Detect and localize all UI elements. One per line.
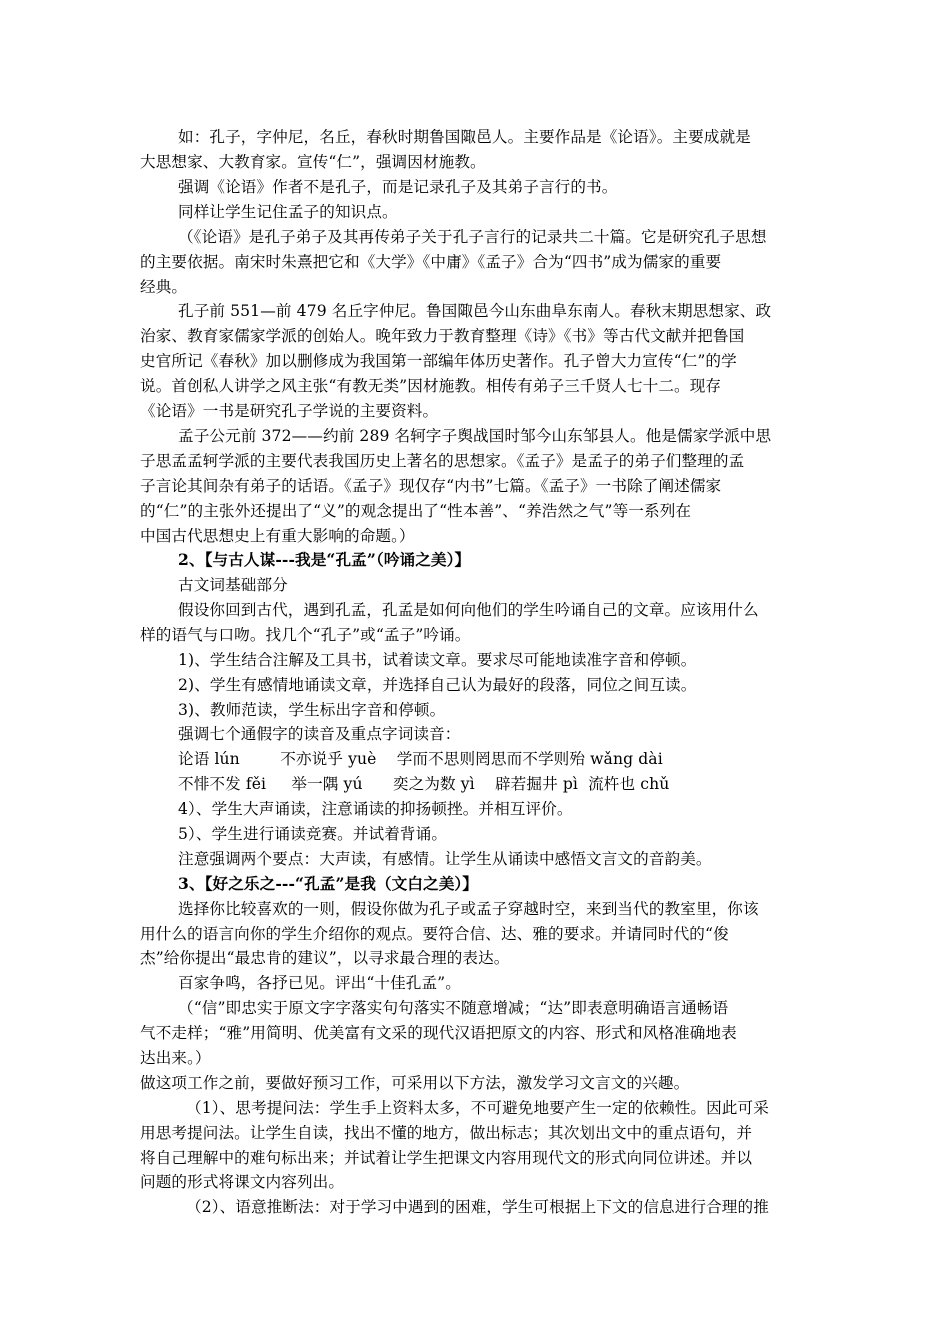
text-line: （1）、思考提问法：学生手上资料太多，不可避免地要产生一定的依赖性。因此可采 (186, 1099, 769, 1117)
section-heading: 3、【好之乐之---“孔孟”是我（文白之美）】 (178, 874, 478, 893)
text-line: 百家争鸣，各抒已见。评出“十佳孔孟”。 (178, 974, 461, 992)
text-line: 强调《论语》作者不是孔子，而是记录孔子及其弟子言行的书。 (178, 178, 618, 196)
text-line: 子思孟孟轲学派的主要代表我国历史上著名的思想家。《孟子》是孟子的弟子们整理的孟 (140, 452, 745, 470)
text-line: 将自己理解中的难句标出来；并试着让学生把课文内容用现代文的形式向同位讲述。并以 (140, 1149, 753, 1167)
text-line: 的“仁”的主张外还提出了“义”的观念提出了“性本善”、“养浩然之气”等一系列在 (140, 502, 692, 520)
text-line: 的主要依据。南宋时朱熹把它和《大学》《中庸》《孟子》合为“四书”成为儒家的重要 (140, 253, 722, 271)
text-line: 假设你回到古代，遇到孔孟，孔孟是如何向他们的学生吟诵自己的文章。应该用什么 (178, 601, 759, 619)
text-line: （《论语》是孔子弟子及其再传弟子关于孔子言行的记录共二十篇。它是研究孔子思想 (178, 228, 767, 246)
text-line: 用思考提问法。让学生自读，找出不懂的地方，做出标志；其次划出文中的重点语句，并 (140, 1124, 753, 1142)
text-line: 5）、学生进行诵读竞赛。并试着背诵。 (178, 825, 448, 843)
text-line: 如：孔子，字仲尼，名丘，春秋时期鲁国陬邑人。主要作品是《论语》。主要成就是 (178, 128, 751, 146)
text-line: 治家、教育家儒家学派的创始人。晚年致力于教育整理《诗》《书》等古代文献并把鲁国 (140, 327, 745, 345)
text-line: 孔子前 551—前 479 名丘字仲尼。鲁国陬邑今山东曲阜东南人。春秋末期思想家、政 (178, 302, 772, 320)
section-heading: 2、【与古人谋---我是“孔孟”（吟诵之美）】 (178, 550, 471, 569)
text-line: 强调七个通假字的读音及重点字词读音： (178, 725, 461, 743)
pronunciation-line: 论语 lún 不亦说乎 yuè 学而不思则罔思而不学则殆 wǎng dài (178, 750, 663, 768)
text-line: 说。首创私人讲学之风主张“有教无类”因材施教。相传有弟子三千贤人七十二。现存 (140, 377, 722, 395)
text-line: 达出来。） (140, 1049, 211, 1067)
text-line: 选择你比较喜欢的一则，假设你做为孔子或孟子穿越时空，来到当代的教室里，你该 (178, 900, 759, 918)
pronunciation-line: 不悱不发 fěi 举一隅 yú 奕之为数 yì 辟若掘井 pì 流杵也 chǔ (178, 775, 670, 793)
text-line: 做这项工作之前，要做好预习工作，可采用以下方法，激发学习文言文的兴趣。 (140, 1074, 690, 1092)
text-line: 大思想家、大教育家。宣传“仁”，强调因材施教。 (140, 153, 486, 171)
text-line: 用什么的语言向你的学生介绍你的观点。要符合信、达、雅的要求。并请同时代的“俊 (140, 925, 729, 943)
text-line: 《论语》一书是研究孔子学说的主要资料。 (140, 402, 439, 420)
text-line: 3)、教师范读，学生标出字音和停顿。 (178, 701, 446, 719)
text-line: 杰”给你提出“最忠肯的建议”，以寻求最合理的表达。 (140, 949, 510, 967)
text-line: 史官所记《春秋》加以删修成为我国第一部编年体历史著作。孔子曾大力宣传“仁”的学 (140, 352, 737, 370)
text-line: 气不走样；“雅”用简明、优美富有文采的现代汉语把原文的内容、形式和风格准确地表 (140, 1024, 737, 1042)
text-line: 经典。 (140, 278, 188, 296)
text-line: 古文词基础部分 (178, 576, 288, 594)
text-line: 子言论其间杂有弟子的话语。《孟子》现仅存“内书”七篇。《孟子》一书除了阐述儒家 (140, 477, 722, 495)
text-line: 样的语气与口吻。找几个“孔子”或“孟子”吟诵。 (140, 626, 471, 644)
text-line: 问题的形式将课文内容列出。 (140, 1173, 345, 1191)
text-line: 中国古代思想史上有重大影响的命题。） (140, 527, 415, 545)
text-line: 注意强调两个要点：大声读，有感情。让学生从诵读中感悟文言文的音韵美。 (178, 850, 712, 868)
text-line: 2)、学生有感情地诵读文章，并选择自己认为最好的段落，同位之间互读。 (178, 676, 697, 694)
text-line: 1)、学生结合注解及工具书，试着读文章。要求尽可能地读准字音和停顿。 (178, 651, 697, 669)
text-line: 同样让学生记住孟子的知识点。 (178, 203, 398, 221)
text-line: 4）、学生大声诵读，注意诵读的抑扬顿挫。并相互评价。 (178, 800, 573, 818)
text-line: （2）、语意推断法：对于学习中遇到的困难，学生可根据上下文的信息进行合理的推 (186, 1198, 769, 1216)
text-line: 孟子公元前 372——约前 289 名轲字子舆战国时邹今山东邹县人。他是儒家学派中思 (178, 427, 772, 445)
text-line: （“信”即忠实于原文字字落实句句落实不随意增减；“达”即表意明确语言通畅语 (178, 999, 729, 1017)
